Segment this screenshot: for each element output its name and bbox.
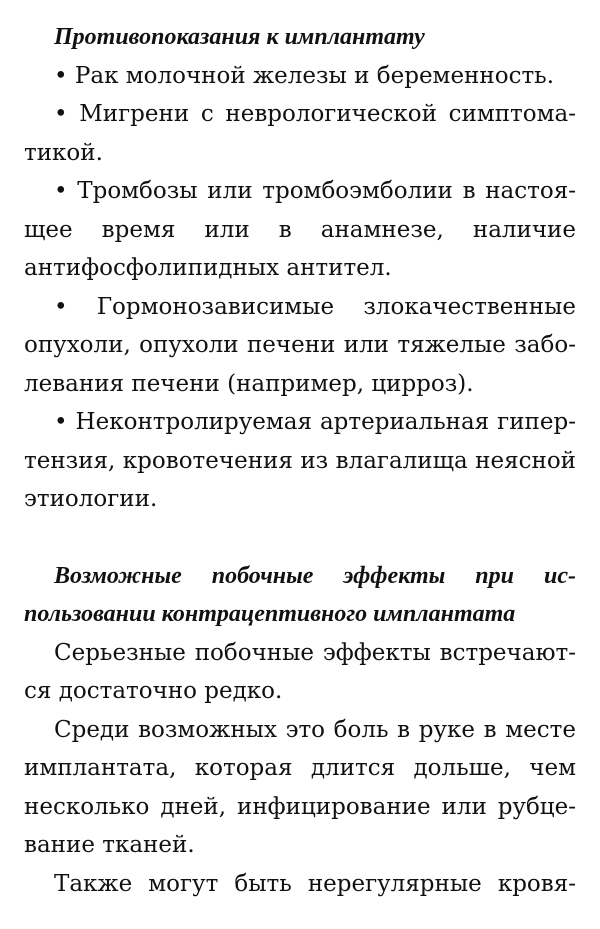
contraindication-item: • Гормонозависимые злокачественные опухоли, опухоли печени или тяжелые заболевания печени (например, цирроз). xyxy=(24,293,576,397)
document-page xyxy=(24,18,576,903)
contraindications-heading: Противопоказания к имплантату xyxy=(54,24,425,50)
side-effects-paragraph: Среди возможных это боль в руке в месте имплантата, которая длится дольше, чем несколько дней, инфицирование или рубцевание тканей. xyxy=(24,716,576,858)
contraindication-item: • Неконтролируемая артериальная гипертензия, кровотечения из влагалища неясной этиологии. xyxy=(24,409,576,512)
contraindication-item: • Рак молочной железы и беременность. xyxy=(54,62,555,89)
side-effects-heading: Возможные побочные эффекты при использовании контрацептивного имплантата xyxy=(24,562,576,627)
side-effects-paragraph: Также могут быть нерегулярные кровя- xyxy=(54,870,576,897)
contraindication-item: • Мигрени с неврологической симптоматикой. xyxy=(24,101,576,166)
contraindication-item: • Тромбозы или тромбоэмболии в настоящее время или в анамнезе, наличие антифосфолипидных антител. xyxy=(24,178,576,281)
side-effects-paragraph: Серьезные побочные эффекты встречаются достаточно редко. xyxy=(24,639,576,704)
